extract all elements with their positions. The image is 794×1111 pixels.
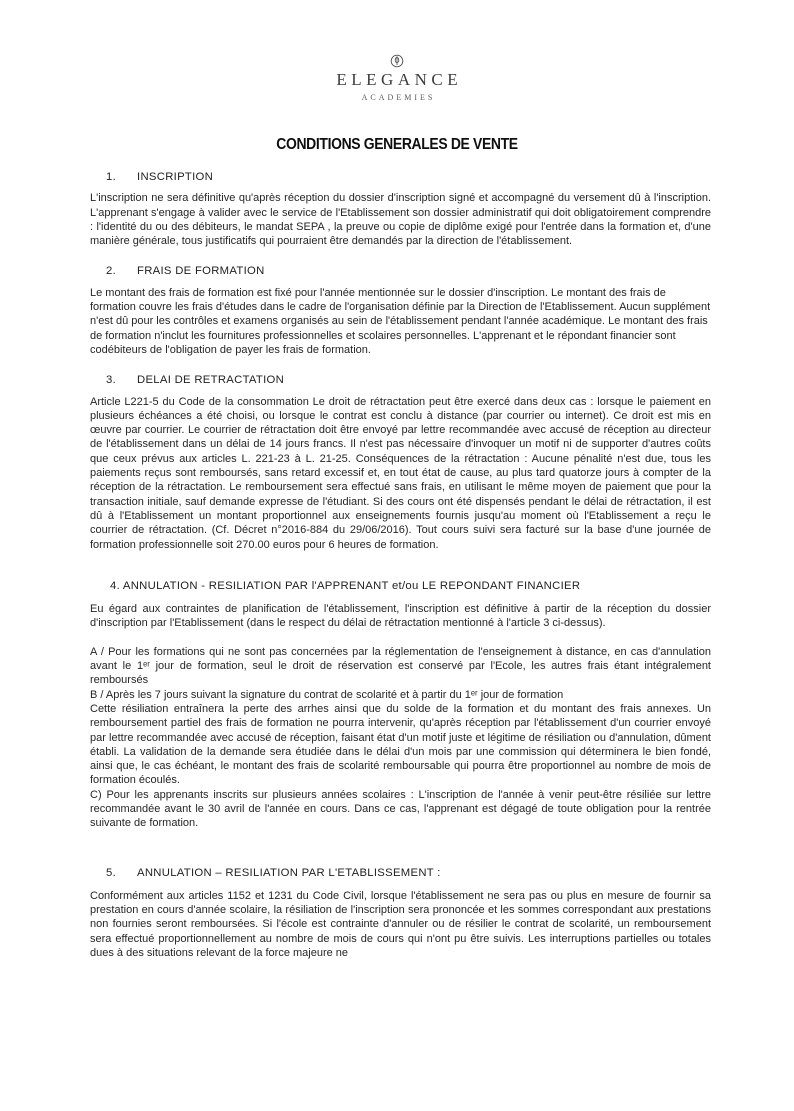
section-annulation-apprenant bbox=[90, 579, 711, 831]
clause-a: A / Pour les formations qui ne sont pas concernées par la réglementation de l'enseignement à distance, en cas d'annulation avant le 1ᵉʳ jour de formation, seul le droit de réservation est conservé par l'Ecole, les autres frais étant intégralement remboursés bbox=[90, 645, 711, 687]
section-inscription bbox=[90, 170, 711, 248]
section-5-paragraph: Conformément aux articles 1152 et 1231 du Code Civil, lorsque l'établissement ne sera pas ou plus en mesure de fournir sa prestation en cours d'année scolaire, la résiliation de l'inscription sera prononcée et les sommes correspondant aux prestations non fournies seront remboursées. Si l'école est contrainte d'annuler ou de résilier le contrat de scolarité, un remboursement sera effectué proportionnellement au nombre de mois de cours qui n'ont pu être suivis. Les interruptions partielles ou totales dues à des situations relevant de la force majeure ne bbox=[90, 889, 711, 960]
section-5-heading bbox=[90, 866, 711, 880]
section-1-heading bbox=[90, 170, 711, 184]
logo-brand-text: ELEGANCE bbox=[336, 70, 463, 89]
section-2-number: 2. bbox=[106, 265, 117, 278]
section-2-title: FRAIS DE FORMATION bbox=[137, 265, 265, 278]
clause-b: B / Après les 7 jours suivant la signature du contrat de scolarité et à partir du 1ᵉʳ jour de formation bbox=[90, 688, 564, 701]
section-4-heading bbox=[110, 579, 711, 593]
page-title: CONDITIONS GENERALES DE VENTE bbox=[276, 136, 518, 153]
section-4-clauses bbox=[90, 645, 711, 831]
logo-subtitle-text: ACADEMIES bbox=[361, 93, 436, 102]
section-1-paragraph: L'inscription ne sera définitive qu'après réception du dossier d'inscription signé et accompagné du versement dû à l'inscription. L'apprenant s'engage à valider avec le service de l'Etablissement son dossier administratif qui doit obligatoirement comprendre : l'identité du ou des débiteurs, le mandat SEPA , la preuve ou copie de diplôme exigé pour l'entrée dans la formation et, d'une manière générale, tous justificatifs qui pourraient être demandés par la direction de l'établissement. bbox=[90, 192, 711, 248]
section-5-title: ANNULATION – RESILIATION PAR L'ETABLISSEMENT : bbox=[137, 866, 441, 879]
section-3-title: DELAI DE RETRACTATION bbox=[137, 374, 285, 387]
clause-c: C) Pour les apprenants inscrits sur plusieurs années scolaires : L'inscription de l'année à venir peut-être résiliée sur lettre recommandée avant le 30 avril de l'année en cours. Dans ce cas, l'apprenant est dégagé de toute obligation pour la rentrée suivante de formation. bbox=[90, 788, 711, 830]
section-delai-de-retractation bbox=[90, 373, 711, 552]
section-3-heading bbox=[90, 373, 711, 387]
clause-b-detail: Cette résiliation entraînera la perte des arrhes ainsi que du solde de la formation et du montant des frais annexes. Un remboursement partiel des frais de formation ne pourra intervenir, qu'après réception par l'établissement d'un courrier envoyé par lettre recommandée avec accusé de réception, faisant état d'un motif juste et légitime de résiliation ou d'annulation, dûment établi. La validation de la demande sera étudiée dans le délai d'un mois par une commission qui déterminera le bien fondé, ainsi que, le cas échéant, le montant des frais de scolarité remboursable qui pourra être proportionnel au nombre de mois de formation écoulés. bbox=[90, 702, 711, 787]
leaf-crest-icon bbox=[390, 54, 404, 68]
section-annulation-etablissement bbox=[90, 866, 711, 961]
section-frais-de-formation bbox=[90, 264, 711, 357]
section-3-number: 3. bbox=[106, 374, 117, 387]
section-5-number: 5. bbox=[106, 866, 117, 879]
logo bbox=[0, 0, 794, 103]
section-3-paragraph: Article L221-5 du Code de la consommation Le droit de rétractation peut être exercé dans deux cas : lorsque le paiement en plusieurs échéances a été choisi, ou lorsque le contrat est conclu à distance (par courrier ou internet). Ce droit est mis en œuvre par courrier. Le courrier de rétractation doit être envoyé par lettre recommandée avec accusé de réception au directeur de l'établissement dans un délai de 14 jours francs. Il n'est pas nécessaire d'invoquer un motif ni de supporter d'autres coûts que ceux prévus aux articles L. 221-23 à L. 21-25. Conséquences de la rétractation : Aucune pénalité n'est due, tous les paiements reçus sont remboursés, sans retard excessif et, en tout état de cause, au plus tard quatorze jours à compter de la réception de la rétractation. Le remboursement sera effectué sans frais, en utilisant le même moyen de paiement que pour la transaction initiale, sauf demande expresse de l'étudiant. Si des cours ont été dispensés pendant le délai de rétractation, il est dû à l'Etablissement un montant proportionnel aux enseignements fournis jusqu'au moment où l'Etablissement a reçu le courrier de rétractation. (Cf. Décret n°2016-884 du 29/06/2016). Tout cours suivi sera facturé sur la base d'une journée de formation professionnelle soit 270.00 euros pour 6 heures de formation. bbox=[90, 395, 711, 551]
section-1-number: 1. bbox=[106, 171, 117, 183]
section-4-number: 4. bbox=[110, 579, 121, 592]
document-body bbox=[90, 170, 711, 960]
section-4-intro-paragraph: Eu égard aux contraintes de planification de l'établissement, l'inscription est définitive à partir de la réception du dossier d'inscription par l'Etablissement (dans le respect du délai de rétractation mentionné à l'article 3 ci-dessus). bbox=[90, 603, 711, 630]
section-2-heading bbox=[90, 264, 711, 278]
section-1-title: INSCRIPTION bbox=[137, 171, 214, 183]
section-2-paragraph: Le montant des frais de formation est fixé pour l'année mentionnée sur le dossier d'inscription. Le montant des frais de formation couvre les frais d'études dans le cadre de l'organisation définie par la Direction de l'Etablissement. Aucun supplément n'est dû pour les contrôles et examens organisés au sein de l'établissement pendant l'année académique. Le montant des frais de formation n'inclut les fournitures professionnelles et scolaires personnelles. L'apprenant et le répondant financier sont codébiteurs de l'obligation de payer les frais de formation. bbox=[90, 286, 711, 356]
section-4-title: ANNULATION - RESILIATION PAR l'APPRENANT et/ou LE REPONDANT FINANCIER bbox=[122, 579, 581, 592]
